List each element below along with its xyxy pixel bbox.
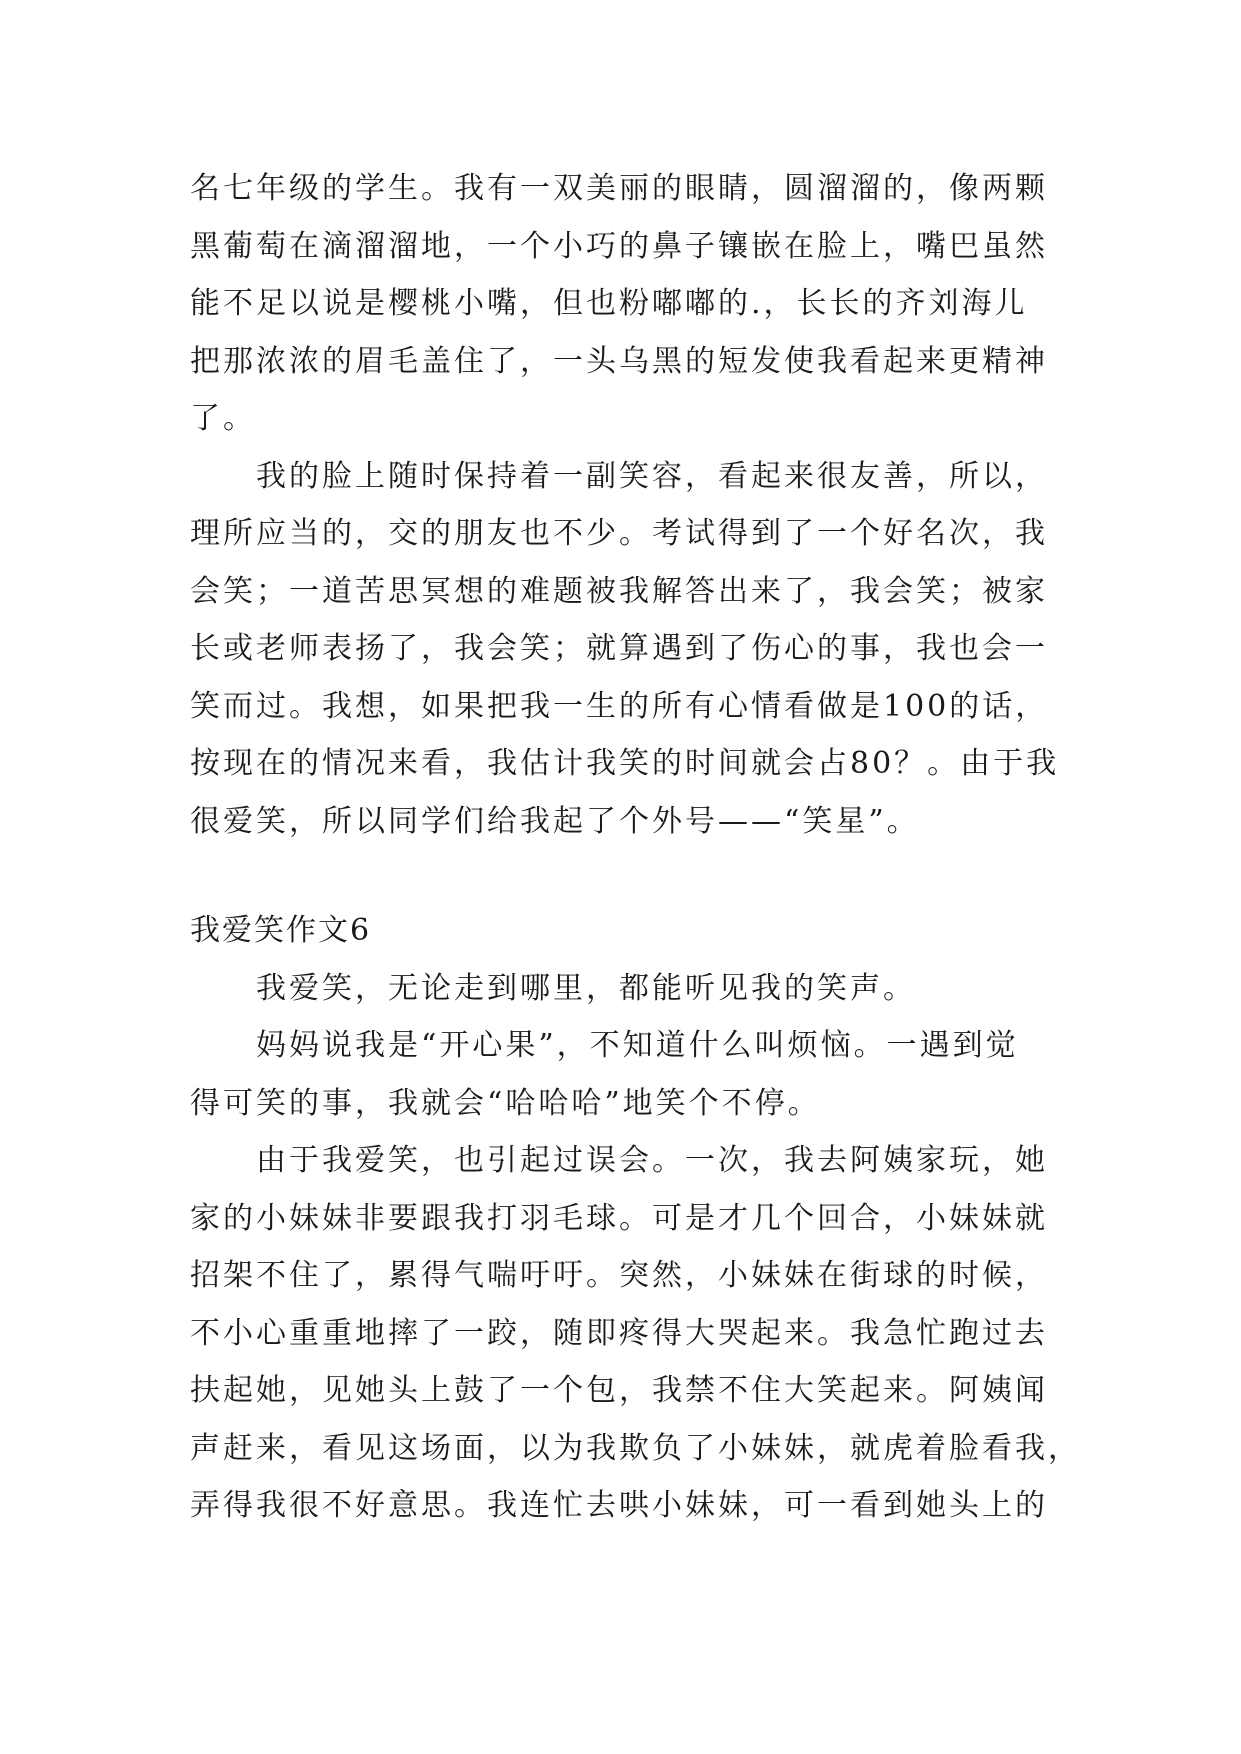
text-line: 很爱笑，所以同学们给我起了个外号——“笑星”。 (190, 803, 920, 839)
text-line: 妈妈说我是“开心果”，不知道什么叫烦恼。一遇到觉 (256, 1028, 1019, 1063)
essay-title: 我爱笑作文6 (190, 913, 372, 948)
paragraph-smile (190, 448, 1060, 851)
text-line: 家的小妹妹非要跟我打羽毛球。可是才几个回合，小妹妹就 (190, 1200, 1048, 1236)
text-line: 我的脸上随时保持着一副笑容，看起来很友善，所以， (256, 458, 1048, 494)
text-line: 把那浓浓的眉毛盖住了，一头乌黑的短发使我看起来更精神 (190, 343, 1048, 379)
text-line: 不小心重重地摔了一跤，随即疼得大哭起来。我急忙跑过去 (190, 1315, 1048, 1351)
text-line: 笑而过。我想，如果把我一生的所有心情看做是100的话， (190, 688, 1049, 724)
paragraph-self-description (190, 160, 1060, 448)
text-line: 能不足以说是樱桃小嘴，但也粉嘟嘟的.，长长的齐刘海儿 (190, 286, 1028, 321)
text-line: 扶起她，见她头上鼓了一个包，我禁不住大笑起来。阿姨闻 (190, 1373, 1048, 1408)
text-line: 由于我爱笑，也引起过误会。一次，我去阿姨家玩，她 (256, 1143, 1048, 1178)
paragraph-happy-fruit (190, 1017, 1060, 1132)
text-line: 弄得我很不好意思。我连忙去哄小妹妹，可一看到她头上的 (190, 1488, 1048, 1523)
section-gap (190, 850, 1060, 902)
text-line: 长或老师表扬了，我会笑；就算遇到了伤心的事，我也会一 (190, 631, 1048, 666)
text-line: 我爱笑，无论走到哪里，都能听见我的笑声。 (256, 970, 916, 1006)
text-line: 会笑；一道苦思冥想的难题被我解答出来了，我会笑；被家 (190, 573, 1048, 609)
text-line: 黑葡萄在滴溜溜地，一个小巧的鼻子镶嵌在脸上，嘴巴虽然 (190, 228, 1048, 264)
text-line: 了。 (190, 401, 256, 436)
text-line: 声赶来，看见这场面，以为我欺负了小妹妹，就虎着脸看我， (190, 1430, 1081, 1466)
text-line: 得可笑的事，我就会“哈哈哈”地笑个不停。 (190, 1085, 821, 1121)
paragraph-misunderstanding (190, 1132, 1081, 1535)
text-line: 按现在的情况来看，我估计我笑的时间就会占80？。由于我 (190, 746, 1060, 781)
text-line: 名七年级的学生。我有一双美丽的眼睛，圆溜溜的，像两颗 (190, 171, 1048, 206)
document-body (190, 160, 1081, 1535)
paragraph-love-laugh (190, 960, 1060, 1018)
text-line: 招架不住了，累得气喘吁吁。突然，小妹妹在街球的时候， (190, 1258, 1048, 1293)
text-line: 理所应当的，交的朋友也不少。考试得到了一个好名次，我 (190, 516, 1048, 551)
